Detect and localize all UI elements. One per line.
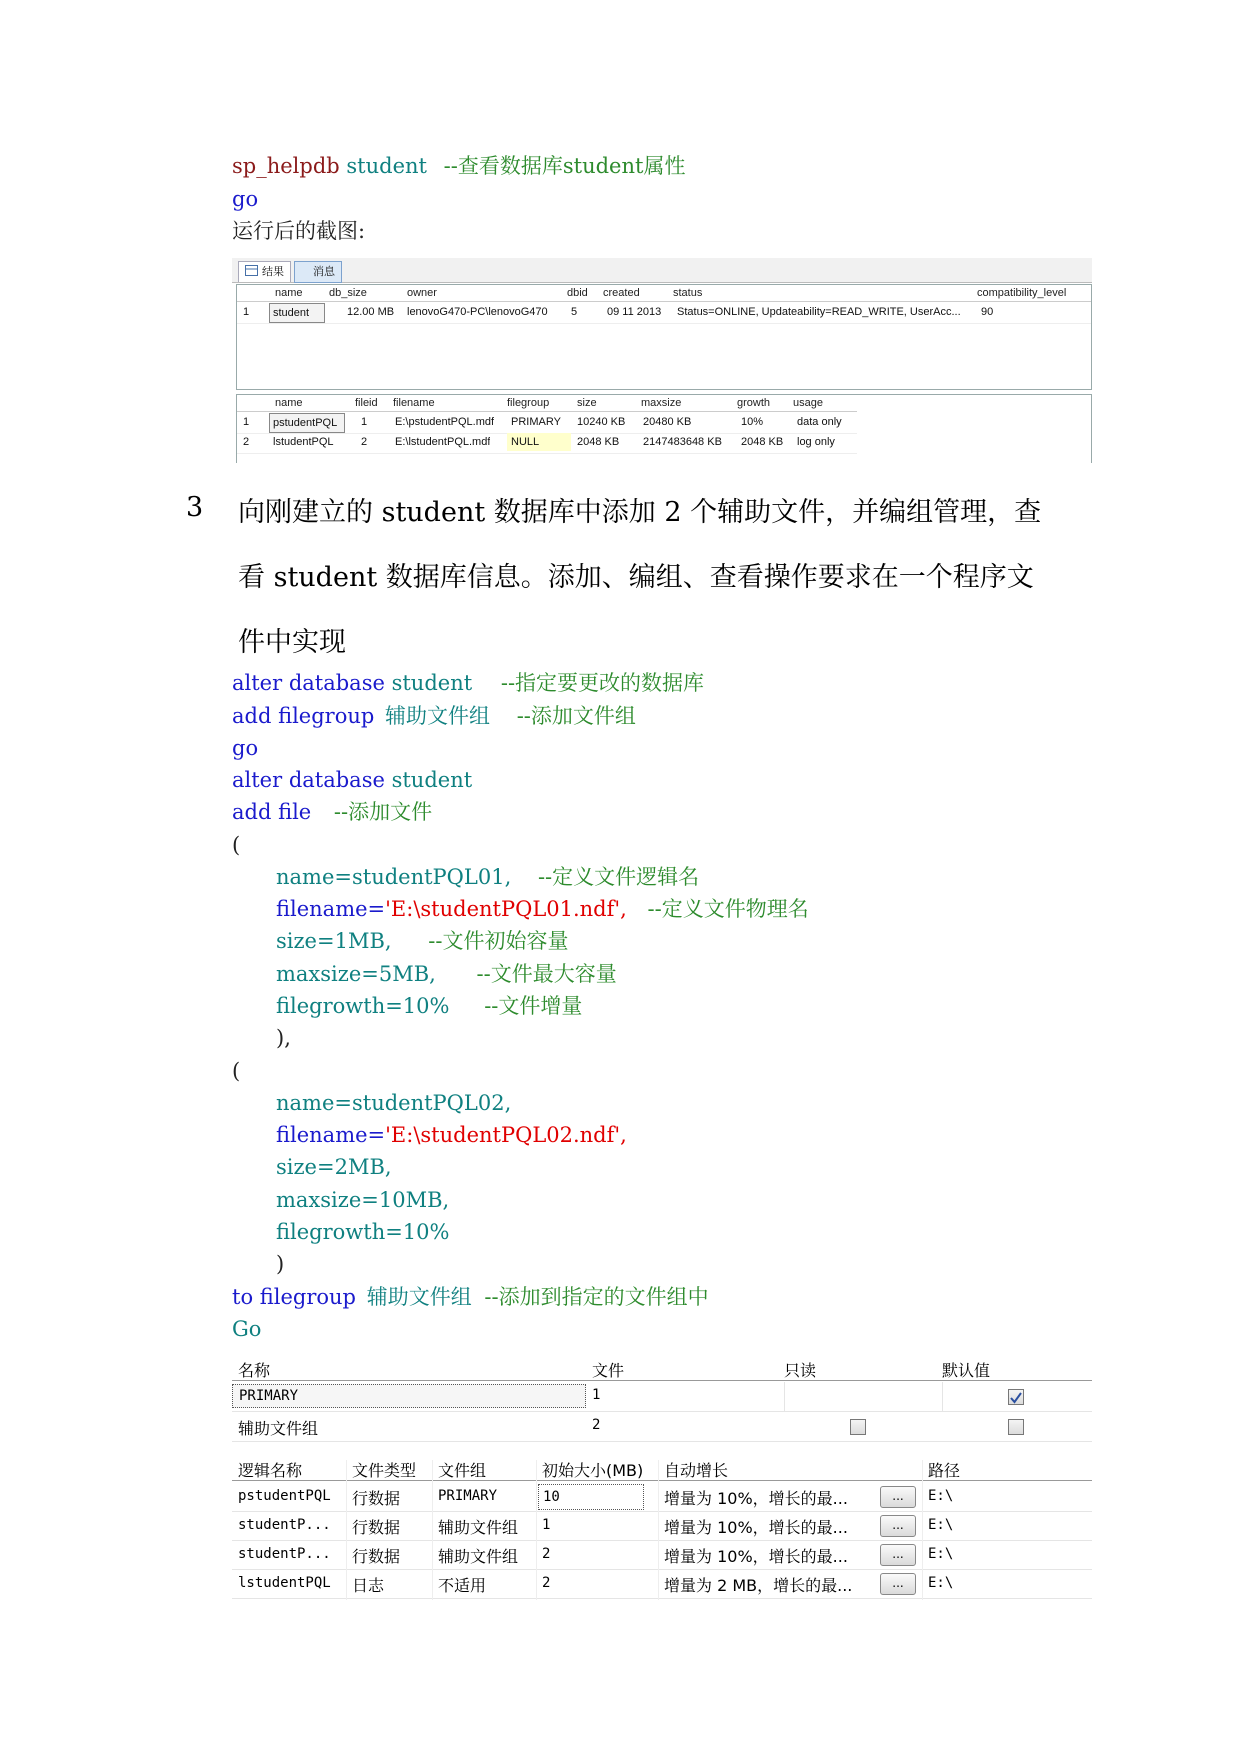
table-row[interactable]: 1 pstudentPQL 1 E:\pstudentPQL.mdf PRIMARY 10240 KB 20480 KB 10% data only [237,413,857,434]
grid-header [237,285,1091,302]
code-line-go: go [232,736,259,760]
task-text-line-3: 件中实现 [238,627,346,658]
autogrowth-edit-button[interactable]: ... [880,1515,916,1537]
column-header: 文件 [592,1361,625,1380]
table-row[interactable]: pstudentPQL 行数据 PRIMARY 10 增量为 10%，增长的最... ... E:\ [232,1482,1092,1512]
autogrowth-edit-button[interactable]: ... [880,1573,916,1595]
column-header: size [577,397,597,409]
query-results-screenshot [232,258,1092,463]
code-line-f2-growth: filegrowth=10% [276,1220,450,1244]
code-line-f2-name: name=studentPQL02, [276,1091,512,1115]
column-header: 默认值 [942,1361,991,1380]
code-line-alter-database: alter database student --指定要更改的数据库 [232,671,705,695]
checkmark-icon [1009,1391,1023,1405]
task-number: 3 [186,492,204,523]
table-row[interactable]: PRIMARY 1 [232,1382,1092,1412]
default-checkbox[interactable] [1008,1419,1024,1435]
table-row[interactable]: lstudentPQL 日志 不适用 2 增量为 2 MB，增长的最... ... E:\ [232,1569,1092,1599]
selected-cell[interactable]: student [269,303,325,323]
code-paren-open: ( [232,833,241,857]
column-header: 只读 [784,1361,817,1380]
code-line-go: go [232,187,259,211]
code-line-alter-database-2: alter database student [232,768,473,792]
column-header: growth [737,397,771,409]
code-paren-open: ( [232,1059,241,1083]
default-checkbox[interactable] [1008,1389,1024,1405]
filegroup-name-cell: 辅助文件组 [238,1419,319,1438]
column-header: 文件类型 [352,1461,417,1480]
column-header: 路径 [928,1461,961,1480]
table-row[interactable]: 1 student 12.00 MB lenovoG470-PC\lenovoG470 5 09 11 2013 Status=ONLINE, Updateability=READ_WRITE, UserAcc... 90 [237,303,1091,324]
column-header: name [275,287,303,299]
column-header: compatibility_level [977,287,1067,299]
code-line-add-filegroup: add filegroup 辅助文件组 --添加文件组 [232,704,636,728]
grid-icon [245,265,258,276]
task-text-line-1: 向刚建立的 student 数据库中添加 2 个辅助文件，并编组管理，查 [238,497,1042,528]
code-line-f1-filename: filename='E:\studentPQL01.ndf', --定义文件物理名 [276,897,809,921]
column-header: db_size [329,287,367,299]
readonly-checkbox[interactable] [850,1419,866,1435]
column-header: status [673,287,703,299]
code-line-sp-helpdb [232,154,685,178]
code-comment: --查看数据库student属性 [443,154,686,178]
selected-cell[interactable]: pstudentPQL [269,413,345,433]
task-text-line-2: 看 student 数据库信息。添加、编组、查看操作要求在一个程序文 [238,562,1034,593]
column-header: filename [393,397,435,409]
autogrowth-edit-button[interactable]: ... [880,1544,916,1566]
autogrowth-edit-button[interactable]: ... [880,1486,916,1508]
column-header: usage [793,397,823,409]
column-header: maxsize [641,397,682,409]
grid-header [232,1362,1092,1381]
column-header: owner [407,287,437,299]
column-header: created [603,287,640,299]
column-header: 自动增长 [664,1461,729,1480]
code-line-add-file: add file --添加文件 [232,800,433,824]
code-line-to-filegroup: to filegroup 辅助文件组 --添加到指定的文件组中 [232,1285,709,1309]
code-paren-close: ), [276,1026,291,1050]
code-paren-close: ) [276,1252,285,1276]
screenshot-caption: 运行后的截图: [232,219,366,243]
code-line-f2-filename: filename='E:\studentPQL02.ndf', [276,1123,627,1147]
database-info-grid [236,284,1092,390]
filegroup-name-cell[interactable]: PRIMARY [232,1384,586,1408]
code-line-f1-name: name=studentPQL01, --定义文件逻辑名 [276,865,700,889]
code-line-f1-growth: filegrowth=10% --文件增量 [276,994,583,1018]
tab-results[interactable]: 结果 [238,261,291,282]
column-header: name [275,397,303,409]
code-line-f2-size: size=2MB, [276,1155,392,1179]
results-tab-bar [232,258,1092,283]
grid-header [237,395,857,412]
code-line-f2-maxsize: maxsize=10MB, [276,1188,450,1212]
table-row[interactable]: studentP... 行数据 辅助文件组 2 增量为 10%，增长的最... ... E:\ [232,1540,1092,1570]
column-header: filegroup [507,397,550,409]
table-row[interactable]: 辅助文件组 2 [232,1412,1092,1442]
file-info-grid [236,394,1092,463]
database-files-grid [232,1460,1092,1600]
table-row[interactable]: studentP... 行数据 辅助文件组 1 增量为 10%，增长的最... ... E:\ [232,1511,1092,1541]
column-header: 名称 [238,1361,271,1380]
code-line-go-final: Go [232,1317,262,1341]
code-line-f1-maxsize: maxsize=5MB, --文件最大容量 [276,962,617,986]
tab-messages[interactable]: 消息 [294,261,342,283]
code-argument: student [346,154,427,178]
column-header: fileid [355,397,378,409]
initial-size-input[interactable]: 10 [538,1484,644,1510]
column-header: dbid [567,287,588,299]
filegroup-grid [232,1362,1092,1439]
code-line-f1-size: size=1MB, --文件初始容量 [276,929,569,953]
column-header: 逻辑名称 [238,1461,303,1480]
table-row[interactable]: 2 lstudentPQL 2 E:\lstudentPQL.mdf NULL 2048 KB 2147483648 KB 2048 KB log only [237,433,857,454]
code-keyword: sp_helpdb [232,154,340,178]
column-header: 初始大小(MB) [542,1461,644,1480]
grid-header [232,1460,1092,1481]
column-header: 文件组 [438,1461,487,1480]
null-cell: NULL [507,433,571,451]
